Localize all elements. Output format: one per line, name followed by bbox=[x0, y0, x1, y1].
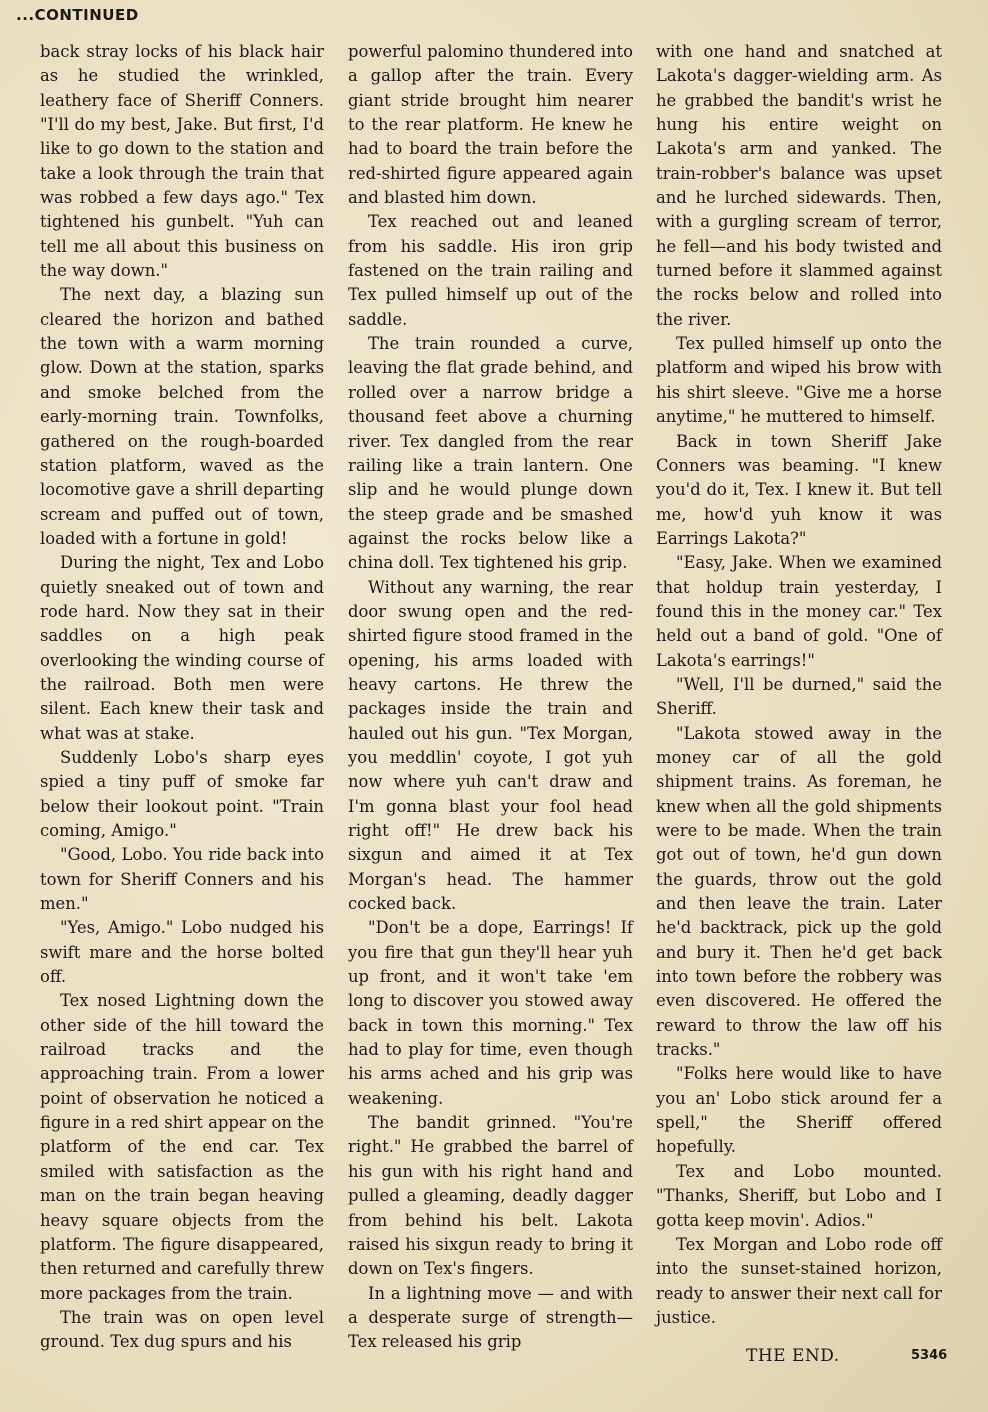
text-column-1 bbox=[40, 40, 324, 1355]
paragraph: powerful palomino thundered into a gallop after the train. Every giant stride brought him nearer to the rear platform. He knew he had to board the train before the red-shirted figure appeared again and blasted him down. bbox=[348, 42, 633, 208]
paragraph: "Good, Lobo. You ride back into town for Sheriff Conners and his men." bbox=[40, 845, 324, 914]
continued-header: ...CONTINUED bbox=[16, 6, 139, 24]
paragraph: The train rounded a curve, leaving the flat grade behind, and rolled over a narrow bridge a thousand feet above a churning river. Tex dangled from the rear railing like a train lantern. One slip and he would plunge down the steep grade and be smashed against the rocks below like a china doll. Tex tightened his grip. bbox=[348, 334, 633, 573]
paragraph: Tex pulled himself up onto the platform and wiped his brow with his shirt sleeve. "Give me a horse anytime," he muttered to himself. bbox=[656, 334, 942, 427]
paragraph: Tex Morgan and Lobo rode off into the sunset-stained horizon, ready to answer their next call for justice. bbox=[656, 1234, 942, 1327]
paragraph: Tex reached out and leaned from his saddle. His iron grip fastened on the train railing and Tex pulled himself up out of the saddle. bbox=[348, 212, 633, 329]
paragraph: The next day, a blazing sun cleared the horizon and bathed the town with a warm morning glow. Down at the station, sparks and smoke belched from the early-morning train. Townfolks, gathered on the rough-boarded station platform, waved as the locomotive gave a shrill departing scream and puffed out of town, loaded with a fortune in gold! bbox=[40, 285, 324, 548]
text-column-2 bbox=[348, 40, 633, 1355]
paragraph: In a lightning move — and with a desperate surge of strength—Tex released his grip bbox=[348, 1283, 633, 1352]
the-end-label: THE END. bbox=[746, 1346, 840, 1366]
text-column-3 bbox=[656, 40, 942, 1330]
paragraph: "Don't be a dope, Earrings! If you fire that gun they'll hear yuh up front, and it won't take 'em long to discover you stowed away back in town this morning." Tex had to play for time, even though his arms ached and his grip was weakening. bbox=[348, 918, 633, 1108]
paragraph: Back in town Sheriff Jake Conners was beaming. "I knew you'd do it, Tex. I knew it. But tell me, how'd yuh know it was Earrings Lakota?" bbox=[656, 431, 942, 548]
paragraph: "Lakota stowed away in the money car of all the gold shipment trains. As foreman, he knew when all the gold shipments were to be made. When the train got out of town, he'd gun down the guards, throw out the gold and then leave the train. Later he'd backtrack, pick up the gold and bury it. Then he'd get back into town before the robbery was even discovered. He offered the reward to throw the law off his tracks." bbox=[656, 723, 942, 1060]
paragraph: "Yes, Amigo." Lobo nudged his swift mare and the horse bolted off. bbox=[40, 918, 324, 987]
paragraph: Suddenly Lobo's sharp eyes spied a tiny puff of smoke far below their lookout point. "Train coming, Amigo." bbox=[40, 747, 324, 840]
paragraph: Tex nosed Lightning down the other side of the hill toward the railroad tracks and the approaching train. From a lower point of observation he noticed a figure in a red shirt appear on the platform of the end car. Tex smiled with satisfaction as the man on the train began heaving heavy square objects from the platform. The figure disappeared, then returned and carefully threw more packages from the train. bbox=[40, 991, 324, 1303]
paragraph: During the night, Tex and Lobo quietly sneaked out of town and rode hard. Now they sat in their saddles on a high peak overlooking the winding course of the railroad. Both men were silent. Each knew their task and what was at stake. bbox=[40, 553, 324, 743]
paragraph: back stray locks of his black hair as he studied the wrinkled, leathery face of Sheriff Conners. "I'll do my best, Jake. But first, I'd like to go down to the station and take a look through the train that was robbed a few days ago." Tex tightened his gunbelt. "Yuh can tell me all about this business on the way down." bbox=[40, 42, 324, 281]
paragraph: Without any warning, the rear door swung open and the red-shirted figure stood framed in the opening, his arms loaded with heavy cartons. He threw the packages inside the train and hauled out his gun. "Tex Morgan, you meddlin' coyote, I got yuh now where yuh can't draw and I'm gonna blast your fool head right off!" He drew back his sixgun and aimed it at Tex Morgan's head. The hammer cocked back. bbox=[348, 577, 633, 914]
paragraph: with one hand and snatched at Lakota's dagger-wielding arm. As he grabbed the bandit's wrist he hung his entire weight on Lakota's arm and yanked. The train-robber's balance was upset and he lurched sidewards. Then, with a gurgling scream of terror, he fell—and his body twisted and turned before it slammed against the rocks below and rolled into the river. bbox=[656, 42, 942, 329]
paragraph: "Folks here would like to have you an' Lobo stick around fer a spell," the Sheriff offered hopefully. bbox=[656, 1064, 942, 1157]
paragraph: "Well, I'll be durned," said the Sheriff. bbox=[656, 674, 942, 719]
paragraph: "Easy, Jake. When we examined that holdup train yesterday, I found this in the money car." Tex held out a band of gold. "One of Lakota's earrings!" bbox=[656, 553, 942, 670]
paragraph: The train was on open level ground. Tex dug spurs and his bbox=[40, 1307, 324, 1352]
paragraph: Tex and Lobo mounted. "Thanks, Sheriff, but Lobo and I gotta keep movin'. Adios." bbox=[656, 1161, 942, 1230]
paragraph: The bandit grinned. "You're right." He grabbed the barrel of his gun with his right hand and pulled a gleaming, deadly dagger from behind his belt. Lakota raised his sixgun ready to bring it down on Tex's fingers. bbox=[348, 1113, 633, 1279]
page-code: 5346 bbox=[911, 1348, 948, 1363]
